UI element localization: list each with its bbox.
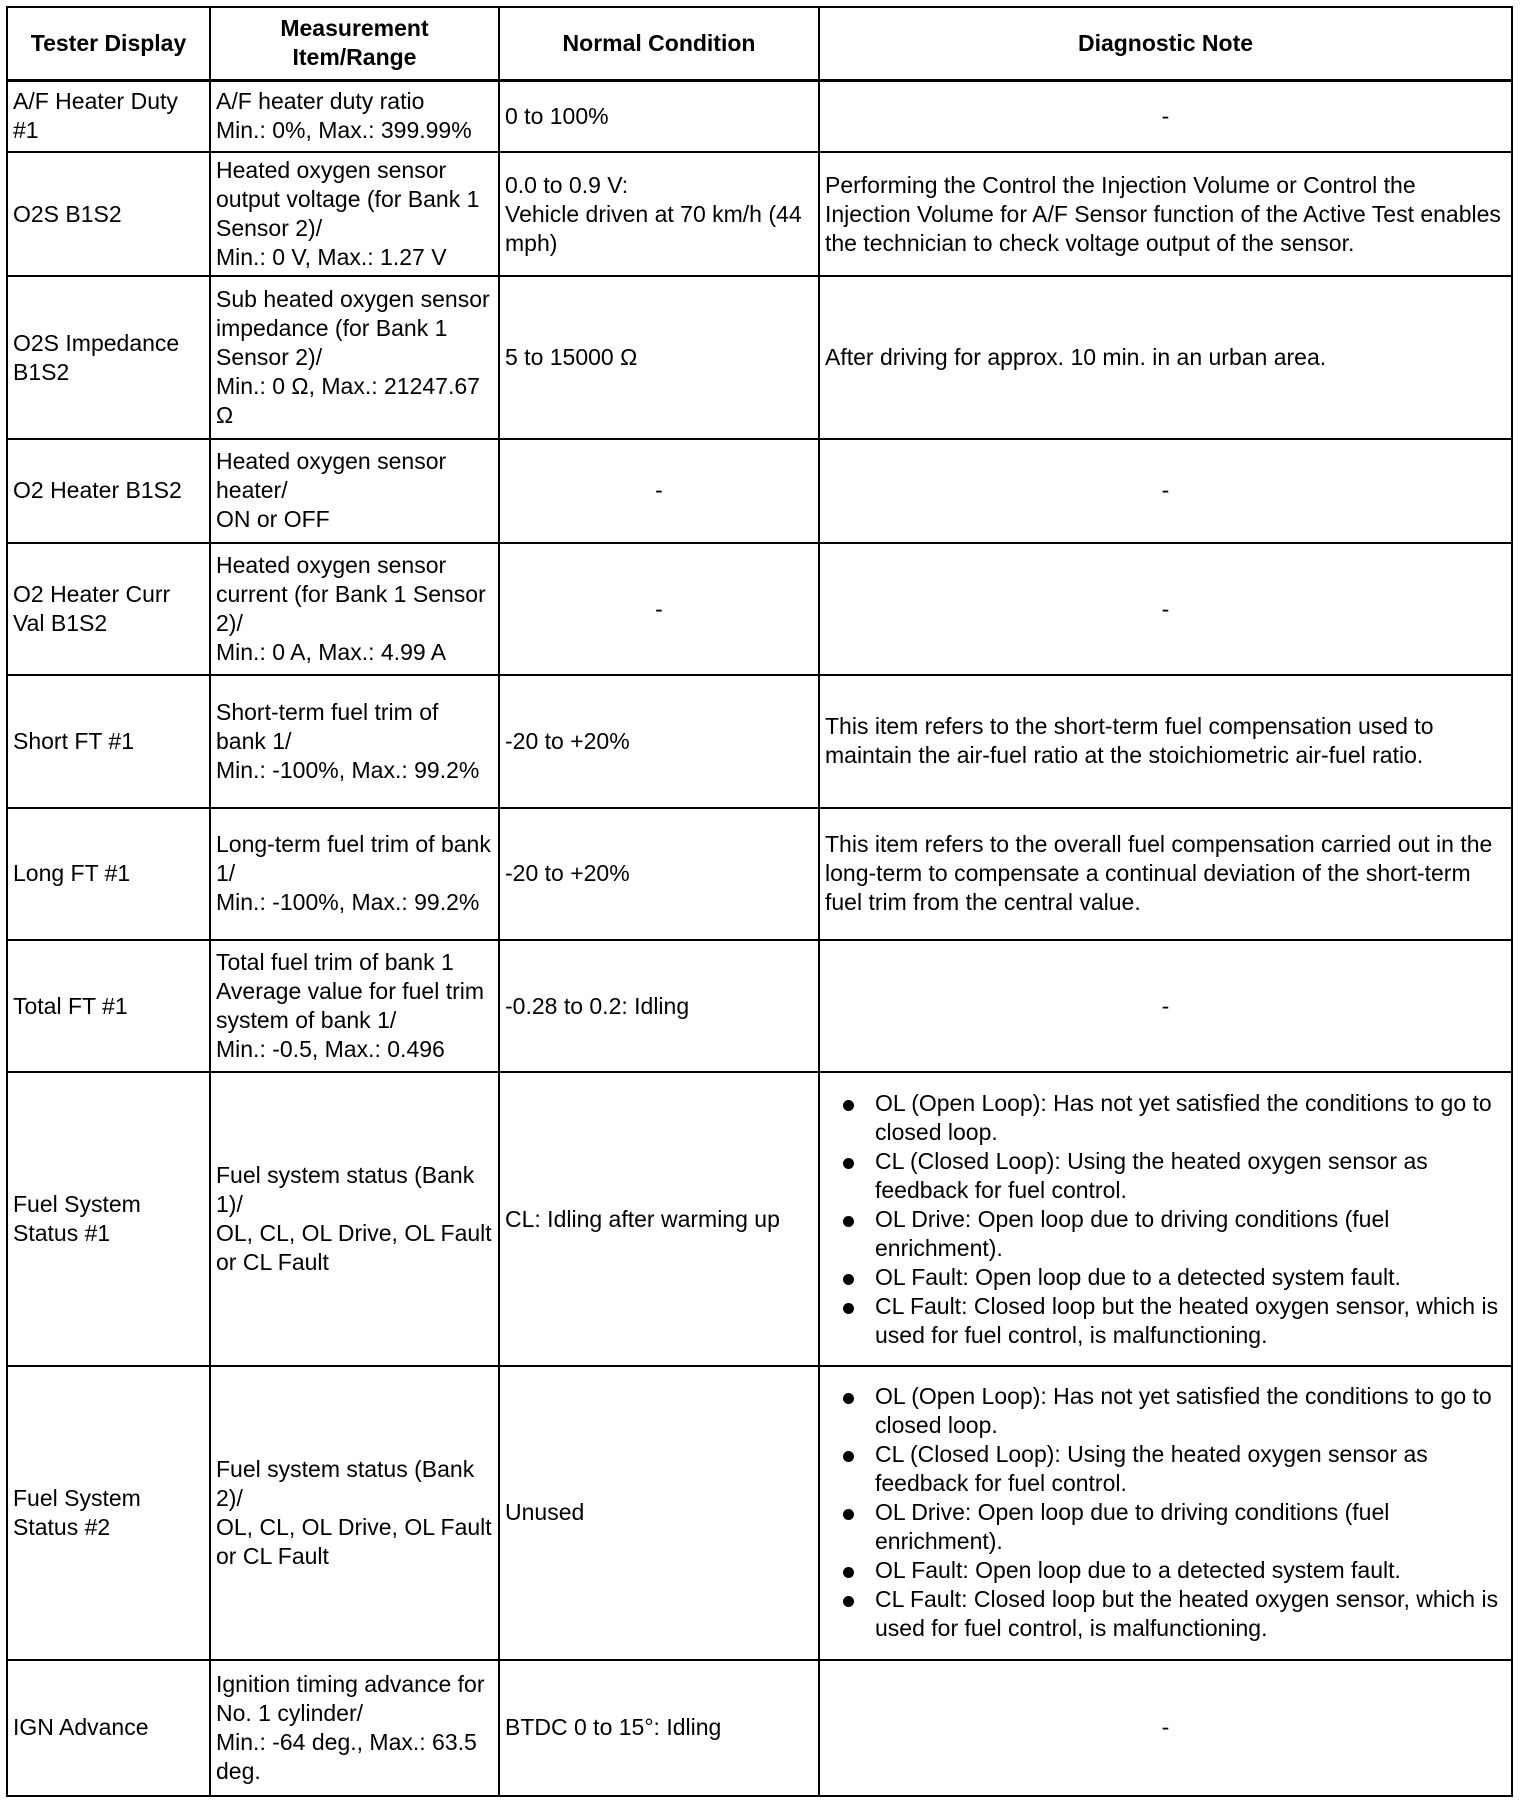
bullet-icon <box>843 1596 854 1607</box>
bullet-text: CL (Closed Loop): Using the heated oxygen sensor as feedback for fuel control. <box>875 1441 1428 1497</box>
cell-normal-condition <box>499 1072 819 1366</box>
tester-display-line: O2 Heater B1S2 <box>13 477 182 504</box>
tester-display-line: O2S Impedance B1S2 <box>13 329 180 385</box>
diagnostic-note-line: After driving for approx. 10 min. in an urban area. <box>825 344 1327 371</box>
diagnostic-note-line: - <box>1161 477 1170 504</box>
cell-tester-display <box>7 808 210 940</box>
normal-condition-line: - <box>655 477 663 504</box>
bullet-icon <box>843 1567 854 1578</box>
cell-normal-condition <box>499 1366 819 1660</box>
bullet-icon <box>843 1216 854 1227</box>
cell-tester-display <box>7 940 210 1072</box>
measurement-item-line: Min.: 0%, Max.: 399.99% <box>216 117 472 144</box>
table-row <box>7 1072 1512 1366</box>
list-item <box>825 1556 1506 1585</box>
tester-display-line: IGN Advance <box>13 1714 149 1741</box>
measurement-item-line: Long-term fuel trim of bank 1/ <box>216 831 491 887</box>
cell-measurement-item <box>210 439 499 543</box>
diagnostic-note-line: This item refers to the short-term fuel compensation used to maintain the air-fuel ratio at the stoichiometric air-fuel ratio. <box>825 713 1434 769</box>
cell-diagnostic-note <box>819 675 1512 807</box>
bullet-icon <box>843 1393 854 1404</box>
cell-tester-display <box>7 543 210 675</box>
bullet-text: CL Fault: Closed loop but the heated oxygen sensor, which is used for fuel control, is malfunctioning. <box>875 1586 1499 1642</box>
cell-tester-display <box>7 80 210 152</box>
cell-normal-condition <box>499 80 819 152</box>
cell-tester-display <box>7 1072 210 1366</box>
normal-condition-line: - <box>655 595 663 622</box>
cell-diagnostic-note <box>819 1366 1512 1660</box>
cell-normal-condition <box>499 940 819 1072</box>
bullet-text: OL Drive: Open loop due to driving conditions (fuel enrichment). <box>875 1205 1390 1261</box>
table-row <box>7 439 1512 543</box>
tester-display-line: O2 Heater Curr Val B1S2 <box>13 581 171 637</box>
table-row <box>7 1660 1512 1796</box>
list-item <box>825 1440 1506 1498</box>
tester-display-line: Short FT #1 <box>13 727 135 754</box>
table-header <box>7 7 1512 80</box>
list-item <box>825 1205 1506 1263</box>
diagnostic-bullet-list <box>825 1089 1506 1350</box>
diagnostic-note-line: - <box>1161 595 1170 622</box>
measurement-item-line: Ignition timing advance for No. 1 cylinder/ <box>216 1670 485 1726</box>
bullet-text: OL Fault: Open loop due to a detected system fault. <box>875 1263 1401 1290</box>
cell-tester-display <box>7 276 210 438</box>
diagnostic-note-line: - <box>1161 102 1170 129</box>
normal-condition-line: CL: Idling after warming up <box>505 1205 780 1232</box>
bullet-icon <box>843 1158 854 1169</box>
diagnostic-bullet-list <box>825 1382 1506 1643</box>
bullet-text: OL (Open Loop): Has not yet satisfied the conditions to go to closed loop. <box>875 1383 1492 1439</box>
measurement-item-line: Heated oxygen sensor heater/ <box>216 448 447 504</box>
list-item <box>825 1498 1506 1556</box>
list-item <box>825 1263 1506 1292</box>
header-measurement-item: Measurement Item/Range <box>210 7 499 80</box>
measurement-item-line: Heated oxygen sensor current (for Bank 1 Sensor 2)/ <box>216 552 486 637</box>
cell-normal-condition <box>499 808 819 940</box>
measurement-item-line: Average value for fuel trim system of bank 1/ <box>216 978 485 1034</box>
cell-measurement-item <box>210 1366 499 1660</box>
table-row <box>7 543 1512 675</box>
cell-measurement-item <box>210 80 499 152</box>
cell-normal-condition <box>499 152 819 276</box>
normal-condition-line: -0.28 to 0.2: Idling <box>505 992 690 1019</box>
cell-normal-condition <box>499 276 819 438</box>
list-item <box>825 1089 1506 1147</box>
tester-display-line: Fuel System Status #2 <box>13 1484 141 1540</box>
cell-tester-display <box>7 152 210 276</box>
table-row <box>7 80 1512 152</box>
cell-measurement-item <box>210 1072 499 1366</box>
table-row <box>7 808 1512 940</box>
measurement-item-line: OL, CL, OL Drive, OL Fault or CL Fault <box>216 1220 492 1276</box>
header-normal-condition: Normal Condition <box>499 7 819 80</box>
table-row <box>7 940 1512 1072</box>
measurement-item-line: A/F heater duty ratio <box>216 88 425 115</box>
table-row <box>7 1366 1512 1660</box>
cell-diagnostic-note <box>819 1660 1512 1796</box>
cell-tester-display <box>7 675 210 807</box>
bullet-icon <box>843 1274 854 1285</box>
list-item <box>825 1292 1506 1350</box>
cell-diagnostic-note <box>819 808 1512 940</box>
list-item <box>825 1585 1506 1643</box>
normal-condition-line: -20 to +20% <box>505 860 630 887</box>
normal-condition-line: -20 to +20% <box>505 727 630 754</box>
tester-display-line: A/F Heater Duty #1 <box>13 88 178 144</box>
measurement-item-line: Min.: -64 deg., Max.: 63.5 deg. <box>216 1728 477 1784</box>
cell-diagnostic-note <box>819 80 1512 152</box>
bullet-text: OL Drive: Open loop due to driving conditions (fuel enrichment). <box>875 1499 1390 1555</box>
measurement-item-line: Sub heated oxygen sensor impedance (for Bank 1 Sensor 2)/ <box>216 286 490 371</box>
diagnostic-note-line: - <box>1161 1714 1170 1741</box>
bullet-text: CL (Closed Loop): Using the heated oxygen sensor as feedback for fuel control. <box>875 1147 1428 1203</box>
normal-condition-line: Vehicle driven at 70 km/h (44 mph) <box>505 200 802 256</box>
cell-tester-display <box>7 1366 210 1660</box>
diagnostic-note-line: This item refers to the overall fuel compensation carried out in the long-term to compensate a continual deviation of the short-term fuel trim from the central value. <box>825 831 1493 916</box>
cell-diagnostic-note <box>819 152 1512 276</box>
measurement-item-line: Heated oxygen sensor output voltage (for Bank 1 Sensor 2)/ <box>216 157 480 242</box>
diagnostic-note-line: Performing the Control the Injection Volume or Control the Injection Volume for A/F Sensor function of the Active Test enables the technician to check voltage output of the sensor. <box>825 171 1501 256</box>
cell-diagnostic-note <box>819 276 1512 438</box>
cell-normal-condition <box>499 1660 819 1796</box>
table-body <box>7 80 1512 1796</box>
normal-condition-line: 5 to 15000 Ω <box>505 344 638 371</box>
normal-condition-line: BTDC 0 to 15°: Idling <box>505 1714 722 1741</box>
header-diagnostic-note: Diagnostic Note <box>819 7 1512 80</box>
cell-measurement-item <box>210 152 499 276</box>
cell-measurement-item <box>210 1660 499 1796</box>
measurement-item-line: OL, CL, OL Drive, OL Fault or CL Fault <box>216 1513 492 1569</box>
measurement-item-line: Min.: -100%, Max.: 99.2% <box>216 756 480 783</box>
tester-display-line: O2S B1S2 <box>13 200 122 227</box>
measurement-item-line: Fuel system status (Bank 1)/ <box>216 1162 475 1218</box>
measurement-item-line: Min.: 0 V, Max.: 1.27 V <box>216 244 447 271</box>
tester-display-line: Fuel System Status #1 <box>13 1191 141 1247</box>
measurement-item-line: Min.: 0 A, Max.: 4.99 A <box>216 639 447 666</box>
bullet-icon <box>843 1451 854 1462</box>
bullet-text: CL Fault: Closed loop but the heated oxygen sensor, which is used for fuel control, is malfunctioning. <box>875 1292 1499 1348</box>
header-tester-display: Tester Display <box>7 7 210 80</box>
measurement-item-line: Min.: -0.5, Max.: 0.496 <box>216 1036 445 1063</box>
cell-measurement-item <box>210 543 499 675</box>
normal-condition-line: 0 to 100% <box>505 102 609 129</box>
bullet-icon <box>843 1100 854 1111</box>
cell-normal-condition <box>499 543 819 675</box>
cell-measurement-item <box>210 940 499 1072</box>
measurement-item-line: ON or OFF <box>216 506 330 533</box>
measurement-item-line: Total fuel trim of bank 1 <box>216 949 454 976</box>
bullet-text: OL (Open Loop): Has not yet satisfied the conditions to go to closed loop. <box>875 1089 1492 1145</box>
table-row <box>7 152 1512 276</box>
measurement-item-line: Min.: 0 Ω, Max.: 21247.67 Ω <box>216 373 480 429</box>
cell-tester-display <box>7 439 210 543</box>
tester-display-line: Long FT #1 <box>13 860 131 887</box>
cell-measurement-item <box>210 276 499 438</box>
cell-diagnostic-note <box>819 543 1512 675</box>
list-item <box>825 1147 1506 1205</box>
bullet-icon <box>843 1303 854 1314</box>
measurement-item-line: Min.: -100%, Max.: 99.2% <box>216 889 480 916</box>
cell-measurement-item <box>210 808 499 940</box>
cell-diagnostic-note <box>819 439 1512 543</box>
header-row <box>7 7 1512 80</box>
cell-measurement-item <box>210 675 499 807</box>
tester-display-line: Total FT #1 <box>13 992 128 1019</box>
cell-diagnostic-note <box>819 940 1512 1072</box>
measurement-item-line: Fuel system status (Bank 2)/ <box>216 1455 475 1511</box>
cell-normal-condition <box>499 439 819 543</box>
table-row <box>7 276 1512 438</box>
cell-tester-display <box>7 1660 210 1796</box>
diagnostic-note-line: - <box>1161 992 1170 1019</box>
data-list-table <box>6 6 1513 1797</box>
measurement-item-line: Short-term fuel trim of bank 1/ <box>216 698 439 754</box>
cell-normal-condition <box>499 675 819 807</box>
normal-condition-line: 0.0 to 0.9 V: <box>505 171 629 198</box>
bullet-icon <box>843 1509 854 1520</box>
cell-diagnostic-note <box>819 1072 1512 1366</box>
table-row <box>7 675 1512 807</box>
list-item <box>825 1382 1506 1440</box>
bullet-text: OL Fault: Open loop due to a detected system fault. <box>875 1557 1401 1584</box>
normal-condition-line: Unused <box>505 1499 585 1526</box>
